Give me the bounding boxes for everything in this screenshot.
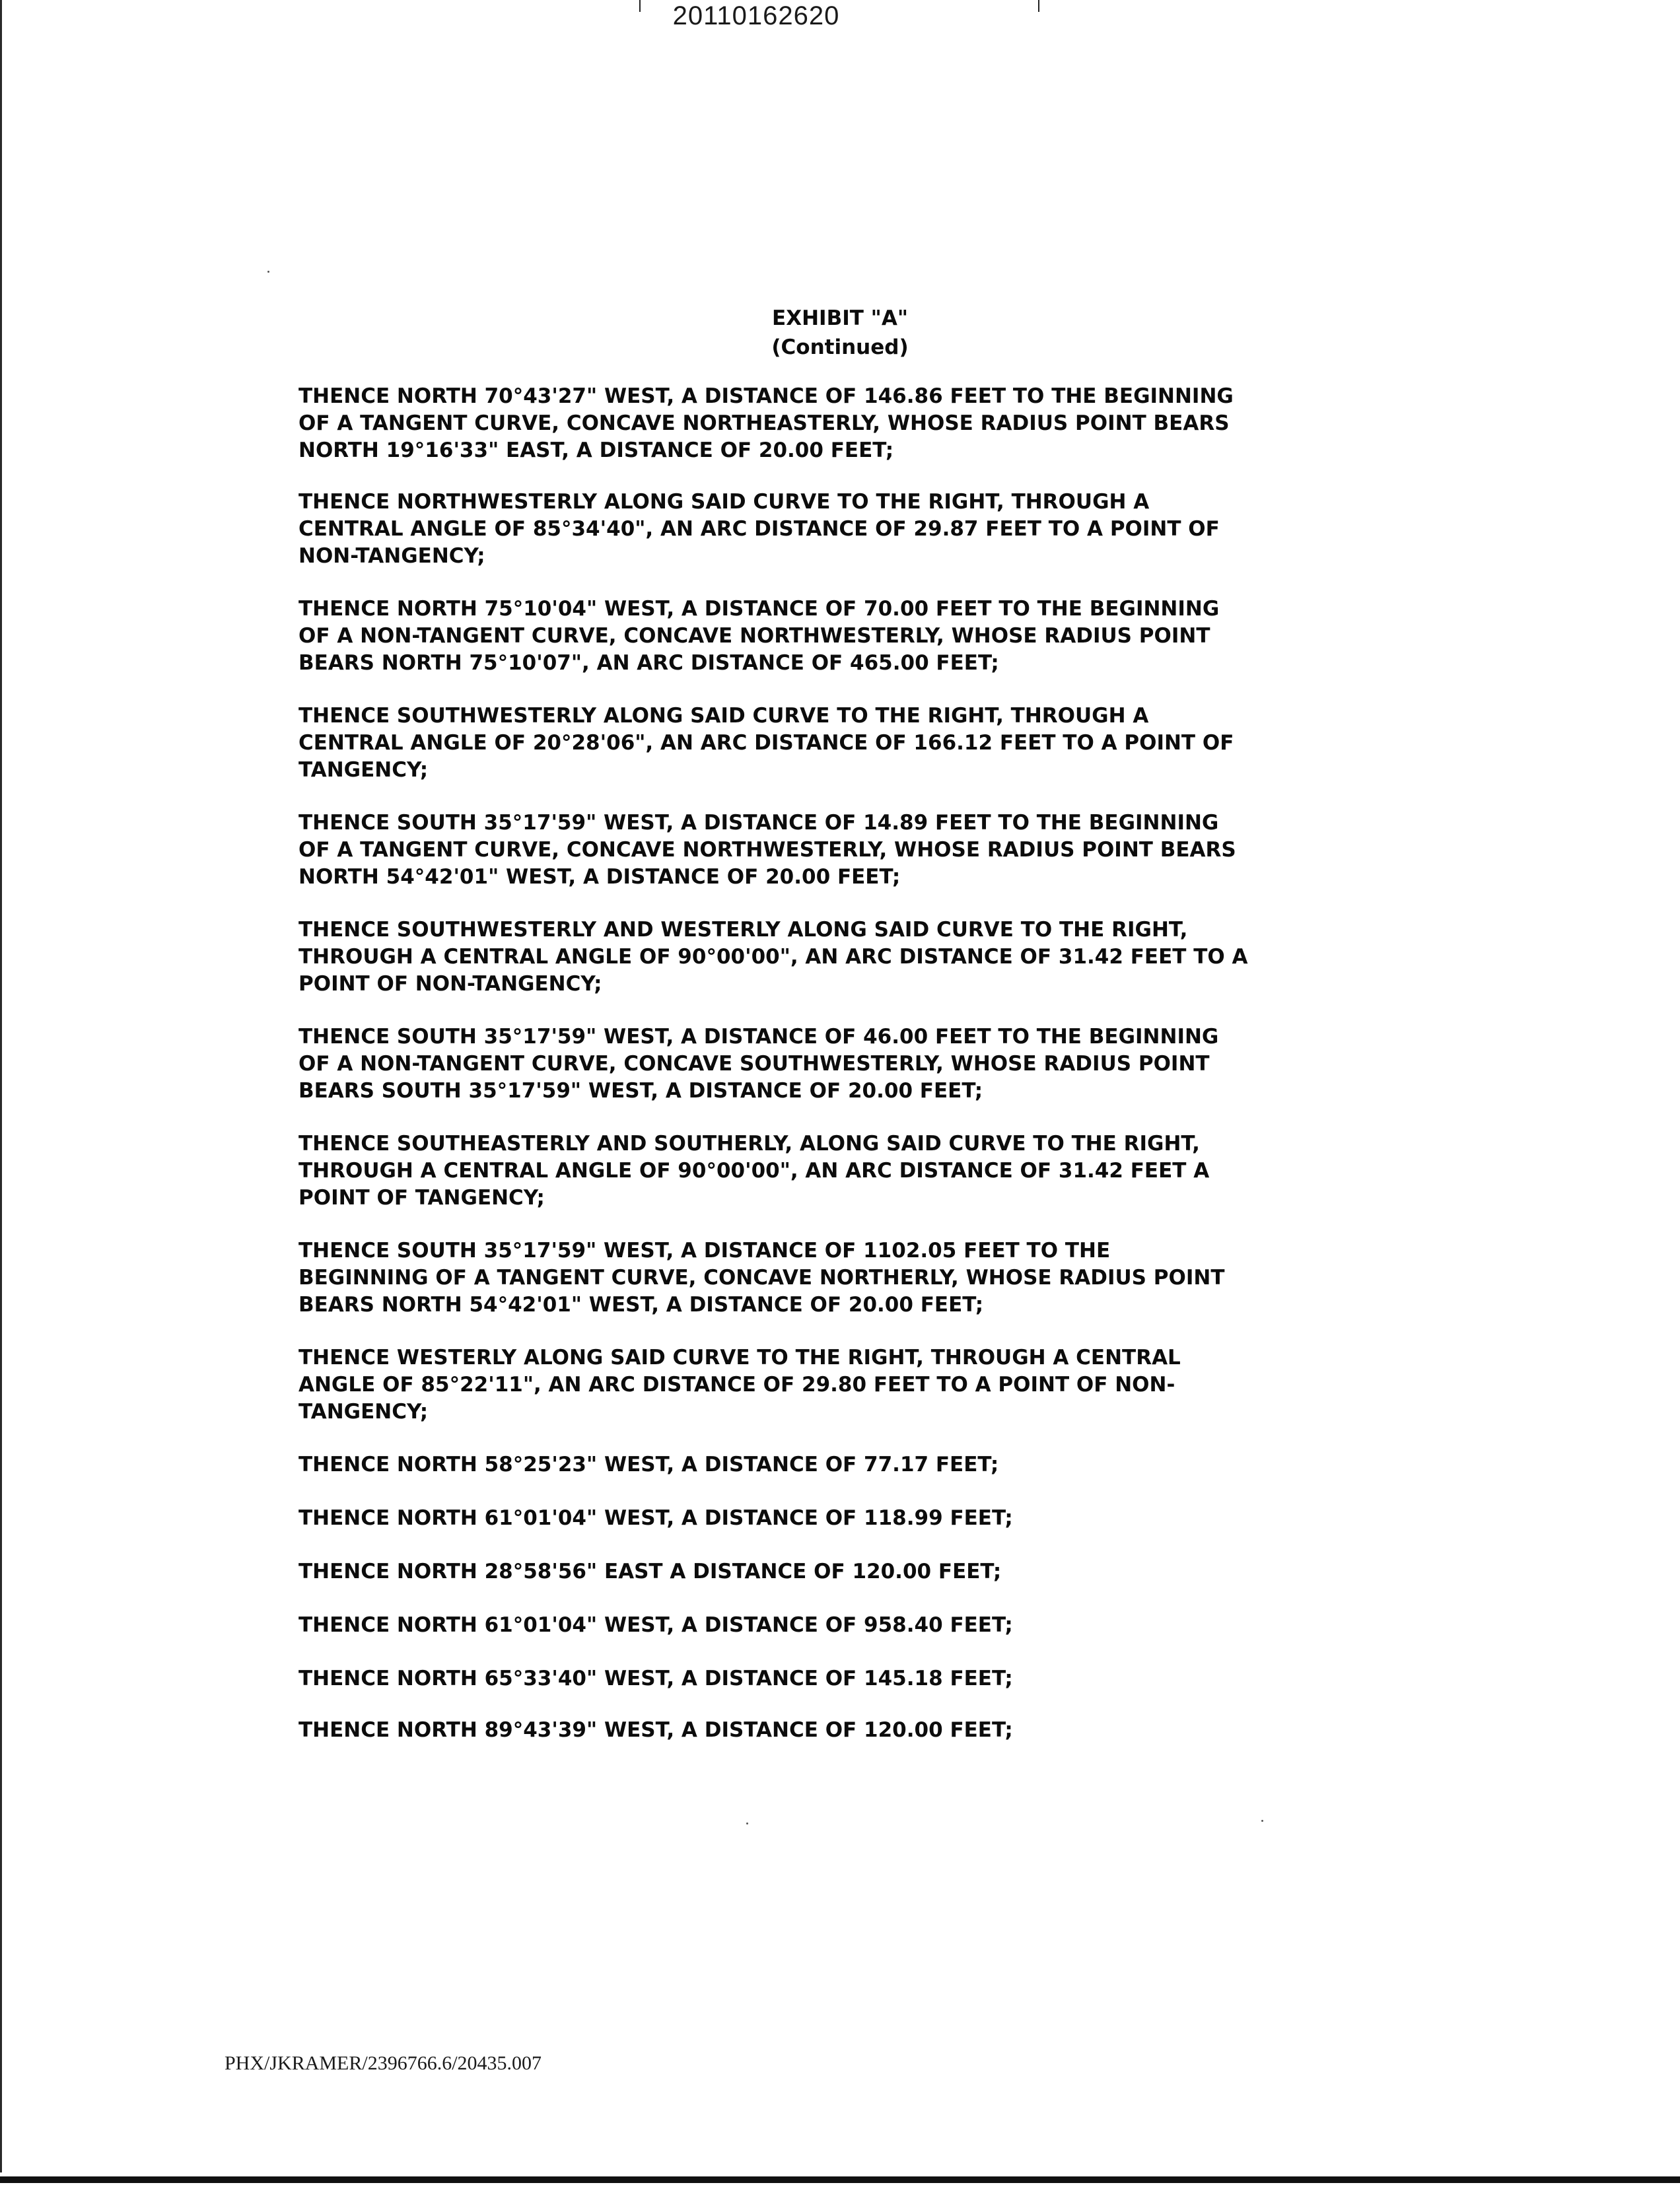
paragraph-line: POINT OF TANGENCY; <box>298 1186 545 1210</box>
paragraph-line: OF A NON-TANGENT CURVE, CONCAVE SOUTHWESTERLY, WHOSE RADIUS POINT <box>298 1052 1210 1076</box>
paragraph-line: TANGENCY; <box>298 1400 429 1424</box>
legal-paragraph <box>298 1505 1355 1532</box>
paragraph-line: THENCE NORTH 61°01'04" WEST, A DISTANCE OF 958.40 FEET; <box>298 1613 1013 1637</box>
paragraph-line: BEARS NORTH 54°42'01" WEST, A DISTANCE OF 20.00 FEET; <box>298 1293 984 1317</box>
exhibit-subtitle: (Continued) <box>771 335 909 359</box>
legal-paragraph <box>298 1451 1355 1478</box>
paragraph-line: THENCE NORTH 58°25'23" WEST, A DISTANCE OF 77.17 FEET; <box>298 1453 999 1476</box>
paragraph-line: THENCE NORTH 89°43'39" WEST, A DISTANCE OF 120.00 FEET; <box>298 1718 1013 1742</box>
paragraph-line: THENCE NORTH 28°58'56" EAST A DISTANCE OF 120.00 FEET; <box>298 1560 1002 1583</box>
legal-paragraph <box>298 703 1355 784</box>
paragraph-line: THROUGH A CENTRAL ANGLE OF 90°00'00", AN ARC DISTANCE OF 31.42 FEET A <box>298 1159 1210 1183</box>
file-reference: PHX/JKRAMER/2396766.6/20435.007 <box>225 2052 542 2074</box>
paragraph-line: THENCE SOUTHWESTERLY ALONG SAID CURVE TO THE RIGHT, THROUGH A <box>298 704 1149 728</box>
legal-paragraph <box>298 917 1355 998</box>
paragraph-line: THENCE SOUTHWESTERLY AND WESTERLY ALONG SAID CURVE TO THE RIGHT, <box>298 918 1188 942</box>
legal-paragraph <box>298 1130 1355 1212</box>
paragraph-line: THENCE NORTH 65°33'40" WEST, A DISTANCE OF 145.18 FEET; <box>298 1667 1013 1690</box>
paragraph-line: NORTH 54°42'01" WEST, A DISTANCE OF 20.00 FEET; <box>298 865 901 889</box>
scan-edge-bottom <box>0 2176 1680 2183</box>
scan-speck <box>1261 1820 1263 1822</box>
paragraph-line: THENCE SOUTH 35°17'59" WEST, A DISTANCE OF 1102.05 FEET TO THE <box>298 1239 1111 1263</box>
paragraph-line: THENCE SOUTH 35°17'59" WEST, A DISTANCE OF 14.89 FEET TO THE BEGINNING <box>298 811 1219 835</box>
legal-paragraph <box>298 1344 1355 1426</box>
paragraph-line: POINT OF NON-TANGENCY; <box>298 972 602 996</box>
paragraph-line: THENCE WESTERLY ALONG SAID CURVE TO THE RIGHT, THROUGH A CENTRAL <box>298 1346 1181 1370</box>
legal-paragraph <box>298 489 1355 570</box>
scan-speck <box>267 271 269 273</box>
exhibit-title: EXHIBIT "A" <box>772 306 908 330</box>
paragraph-line: NORTH 19°16'33" EAST, A DISTANCE OF 20.00 FEET; <box>298 438 894 462</box>
paragraph-line: THENCE NORTH 61°01'04" WEST, A DISTANCE OF 118.99 FEET; <box>298 1506 1013 1530</box>
paragraph-line: CENTRAL ANGLE OF 85°34'40", AN ARC DISTANCE OF 29.87 FEET TO A POINT OF <box>298 517 1220 541</box>
paragraph-line: TANGENCY; <box>298 758 429 782</box>
paragraph-line: OF A NON-TANGENT CURVE, CONCAVE NORTHWESTERLY, WHOSE RADIUS POINT <box>298 624 1210 648</box>
paragraph-line: THENCE SOUTH 35°17'59" WEST, A DISTANCE OF 46.00 FEET TO THE BEGINNING <box>298 1025 1219 1049</box>
legal-paragraph <box>298 596 1355 677</box>
paragraph-line: THENCE SOUTHEASTERLY AND SOUTHERLY, ALONG SAID CURVE TO THE RIGHT, <box>298 1132 1200 1156</box>
paragraph-line: OF A TANGENT CURVE, CONCAVE NORTHEASTERLY, WHOSE RADIUS POINT BEARS <box>298 411 1230 435</box>
legal-paragraph <box>298 1717 1355 1744</box>
paragraph-line: CENTRAL ANGLE OF 20°28'06", AN ARC DISTANCE OF 166.12 FEET TO A POINT OF <box>298 731 1234 755</box>
exhibit-heading <box>0 304 1680 362</box>
paragraph-line: THENCE NORTHWESTERLY ALONG SAID CURVE TO THE RIGHT, THROUGH A <box>298 490 1150 514</box>
paragraph-line: ANGLE OF 85°22'11", AN ARC DISTANCE OF 29.80 FEET TO A POINT OF NON- <box>298 1373 1175 1397</box>
paragraph-line: BEARS SOUTH 35°17'59" WEST, A DISTANCE OF 20.00 FEET; <box>298 1079 983 1103</box>
paragraph-line: THENCE NORTH 70°43'27" WEST, A DISTANCE OF 146.86 FEET TO THE BEGINNING <box>298 384 1234 408</box>
paragraph-line: BEGINNING OF A TANGENT CURVE, CONCAVE NORTHERLY, WHOSE RADIUS POINT <box>298 1266 1225 1290</box>
recording-number: 20110162620 <box>672 1 840 30</box>
paragraph-line: BEARS NORTH 75°10'07", AN ARC DISTANCE OF 465.00 FEET; <box>298 651 999 675</box>
legal-paragraph <box>298 1237 1355 1319</box>
legal-paragraph <box>298 383 1355 464</box>
paragraph-line: NON-TANGENCY; <box>298 544 485 568</box>
legal-paragraph <box>298 810 1355 891</box>
legal-paragraph <box>298 1665 1355 1692</box>
paragraph-line: THENCE NORTH 75°10'04" WEST, A DISTANCE OF 70.00 FEET TO THE BEGINNING <box>298 597 1220 621</box>
legal-paragraph <box>298 1024 1355 1105</box>
scan-speck <box>746 1822 748 1824</box>
paragraph-line: OF A TANGENT CURVE, CONCAVE NORTHWESTERLY, WHOSE RADIUS POINT BEARS <box>298 838 1236 862</box>
legal-paragraph <box>298 1612 1355 1639</box>
paragraph-line: THROUGH A CENTRAL ANGLE OF 90°00'00", AN ARC DISTANCE OF 31.42 FEET TO A <box>298 945 1248 969</box>
legal-paragraph <box>298 1558 1355 1585</box>
